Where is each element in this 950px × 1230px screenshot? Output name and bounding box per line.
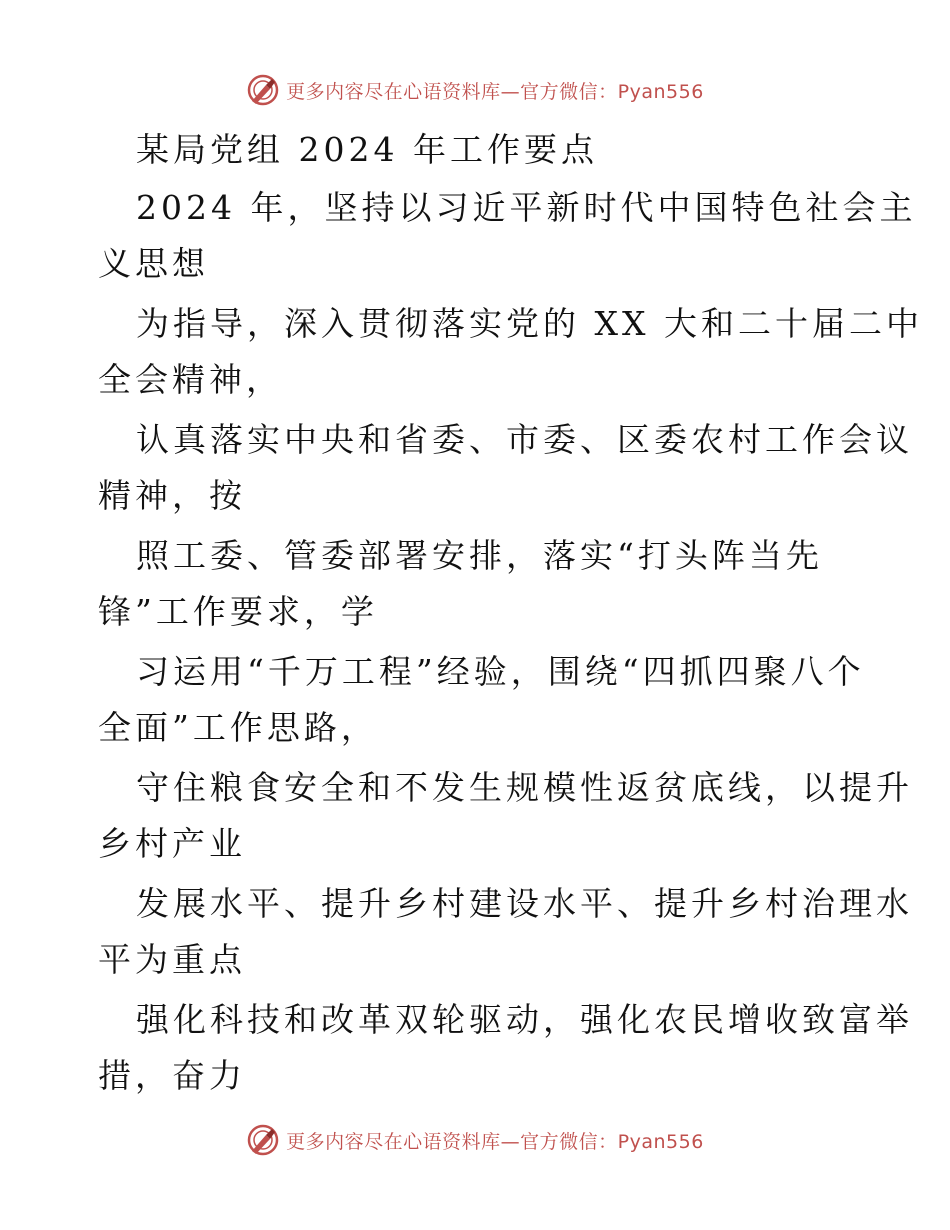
paragraph-line: 习运用“千万工程”经验，围绕“四抓四聚八个 — [136, 652, 865, 691]
paragraph-line: 为指导，深入贯彻落实党的 XX 大和二十届二中 — [136, 304, 923, 343]
paragraph-line: 2024 年，坚持以习近平新时代中国特色社会主 — [136, 188, 917, 227]
paragraph-line: 平为重点 — [98, 940, 246, 979]
paragraph-line: 发展水平、提升乡村建设水平、提升乡村治理水 — [136, 884, 913, 923]
paragraph-line: 乡村产业 — [98, 824, 246, 863]
paragraph-line: 措，奋力 — [98, 1056, 246, 1095]
pen-logo-icon — [246, 1123, 280, 1157]
header-watermark-banner — [0, 70, 950, 110]
paragraph-line: 全会精神， — [98, 360, 283, 399]
pen-logo-icon — [246, 73, 280, 107]
header-watermark-text: 更多内容尽在心语资料库—官方微信：Pyan556 — [286, 80, 704, 103]
paragraph-line: 守住粮食安全和不发生规模性返贫底线，以提升 — [136, 768, 913, 807]
paragraph-line: 精神，按 — [98, 476, 246, 515]
footer-watermark-text: 更多内容尽在心语资料库—官方微信：Pyan556 — [286, 1130, 704, 1153]
footer-watermark-group — [246, 1123, 704, 1157]
document-title: 某局党组 2024 年工作要点 — [136, 130, 598, 169]
paragraph-line: 强化科技和改革双轮驱动，强化农民增收致富举 — [136, 1000, 913, 1039]
paragraph-line: 锋”工作要求，学 — [98, 592, 378, 631]
footer-watermark-banner — [0, 1120, 950, 1160]
paragraph-line: 认真落实中央和省委、市委、区委农村工作会议 — [136, 420, 913, 459]
paragraph-line: 照工委、管委部署安排，落实“打头阵当先 — [136, 536, 823, 575]
header-watermark-group — [246, 73, 704, 107]
paragraph-line: 义思想 — [98, 244, 209, 283]
paragraph-line: 全面”工作思路， — [98, 708, 378, 747]
